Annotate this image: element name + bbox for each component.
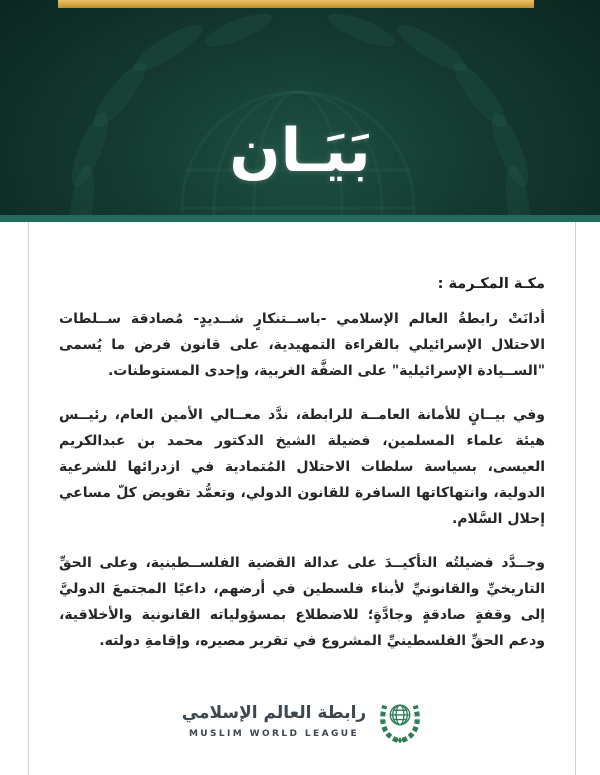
statement-paragraph: وفي بيــانٍ للأمانة العامــة للرابطة، ندَّد معــالي الأمين العام، رئيــس هيئة علماء المسلمين، فضيلة الشيخ الدكتور محمد بن عبدالكريم العيسى، بسياسة سلطات الاحتلال المُتمادية في ازدرائها للشرعية الدولية، وانتهاكاتها السافرة للقانون الدولي، وتعمُّد تقويض كلّ مساعي إحلال السَّلام. xyxy=(59,407,545,527)
globe-wreath-emblem-icon xyxy=(378,694,422,746)
organization-logo xyxy=(59,694,545,746)
logo-arabic-name: رابطة العالم الإسلامي xyxy=(181,702,367,723)
statement-title: بَيَـان xyxy=(229,116,371,186)
header-banner xyxy=(0,0,600,215)
statement-paragraph: وجــدَّد فضيلتُه التأكيــدَ على عدالة القضية الفلســطينية، وعلى الحقِّ التاريخيِّ والقانونيِّ لأبناء فلسطين في أرضهم، داعيًا المجتمعَ الدوليَّ إلى وقفةٍ صادقةٍ وجادَّةٍ؛ للاضطلاع بمسؤولياته القانونية والأخلاقية، ودعم الحقِّ الفلسطينيِّ المشروع في تقرير مصيره، وإقامةِ دولته. xyxy=(59,555,545,649)
statement-paragraph: أدانَتْ رابطةُ العالم الإسلامي -باســتنكارٍ شــديدٍ- مُصادقة ســلطات الاحتلال الإسرائيلي بالقراءة التمهيدية، على قانون فرض ما يُسمى "الســيادة الإسرائيلية" على الضفَّة الغربية، وإحدى المستوطنات. xyxy=(59,311,545,379)
logo-wordmark xyxy=(182,702,366,739)
location-heading: مكـة المكـرمة : xyxy=(437,276,545,292)
logo-english-name: MUSLIM WORLD LEAGUE xyxy=(188,728,360,739)
teal-accent-strip xyxy=(0,215,600,222)
statement-card xyxy=(28,222,576,775)
